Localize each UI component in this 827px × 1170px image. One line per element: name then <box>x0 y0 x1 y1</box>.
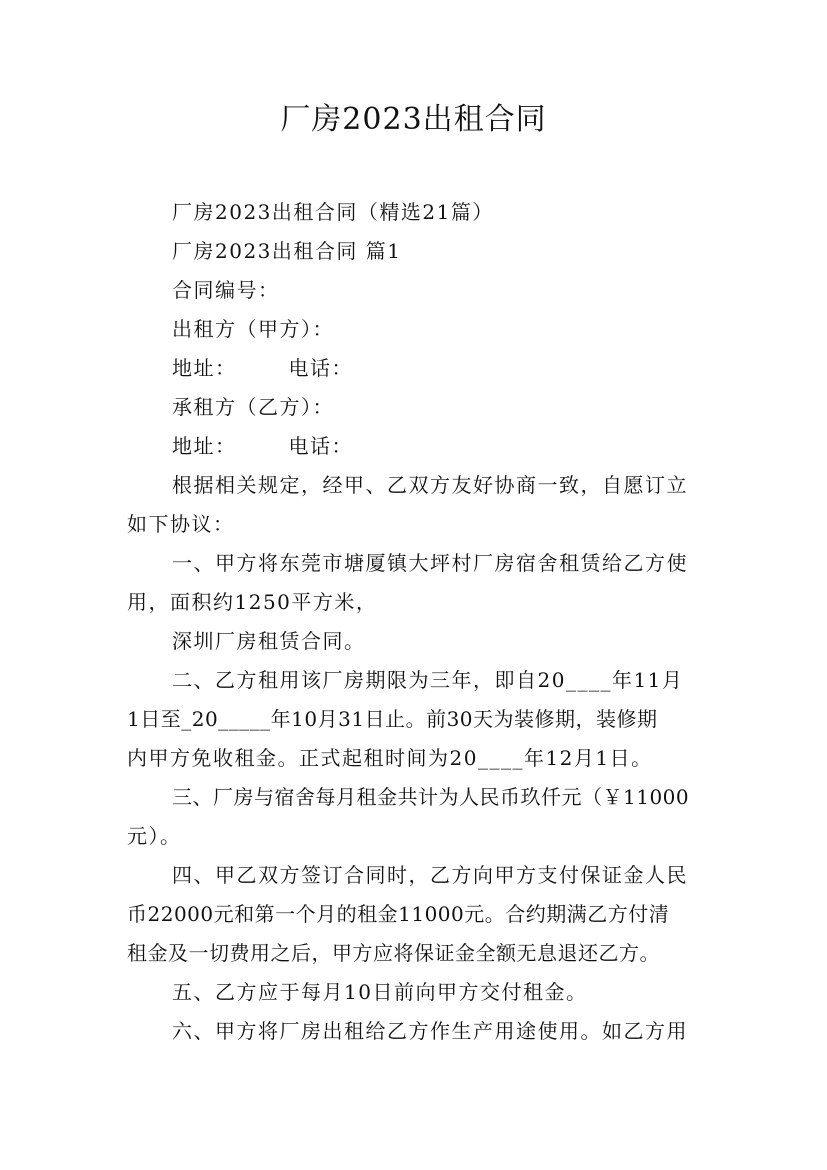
paragraph-line: 1日至_20_____年10月31日止。前30天为装修期，装修期 <box>127 707 658 731</box>
paragraph-line: 承租方（乙方）： <box>172 395 334 419</box>
paragraph-line: 合同编号： <box>172 278 280 302</box>
paragraph-line: 一、甲方将东莞市塘厦镇大坪村厂房宿舍租赁给乙方使 <box>172 551 688 575</box>
paragraph-line: 二、乙方租用该厂房期限为三年，即自20____年11月 <box>172 668 684 692</box>
phone-label: 电话： <box>288 356 353 380</box>
address-phone-line <box>172 354 353 382</box>
paragraph-line: 租金及一切费用之后，甲方应将保证金全额无息退还乙方。 <box>127 941 660 965</box>
phone-label: 电话： <box>288 434 353 458</box>
address-label: 地址： <box>172 434 237 458</box>
paragraph-line: 厂房2023出租合同（精选21篇） <box>172 200 494 224</box>
paragraph-line: 四、甲乙双方签订合同时，乙方向甲方支付保证金人民 <box>172 863 688 887</box>
paragraph-line: 五、乙方应于每月10日前向甲方交付租金。 <box>172 980 588 1004</box>
paragraph-line: 三、厂房与宿舍每月租金共计为人民币玖仟元（￥11000 <box>172 785 690 809</box>
paragraph-line: 根据相关规定，经甲、乙双方友好协商一致，自愿订立 <box>172 473 688 497</box>
paragraph-line: 用，面积约1250平方米， <box>127 590 378 614</box>
paragraph-line: 币22000元和第一个月的租金11000元。合约期满乙方付清 <box>127 902 670 926</box>
paragraph-line: 深圳厂房租赁合同。 <box>172 629 366 653</box>
paragraph-line: 元）。 <box>127 824 182 848</box>
paragraph-line: 内甲方免收租金。正式起租时间为20____年12月1日。 <box>127 746 653 770</box>
paragraph-line: 六、甲方将厂房出租给乙方作生产用途使用。如乙方用 <box>172 1019 688 1043</box>
paragraph-line: 出租方（甲方）： <box>172 317 334 341</box>
document-title: 厂房2023出租合同 <box>280 102 547 137</box>
paragraph-line: 厂房2023出租合同 篇1 <box>172 239 402 263</box>
paragraph-line: 如下协议： <box>127 512 235 536</box>
address-phone-line <box>172 432 353 460</box>
address-label: 地址： <box>172 356 237 380</box>
